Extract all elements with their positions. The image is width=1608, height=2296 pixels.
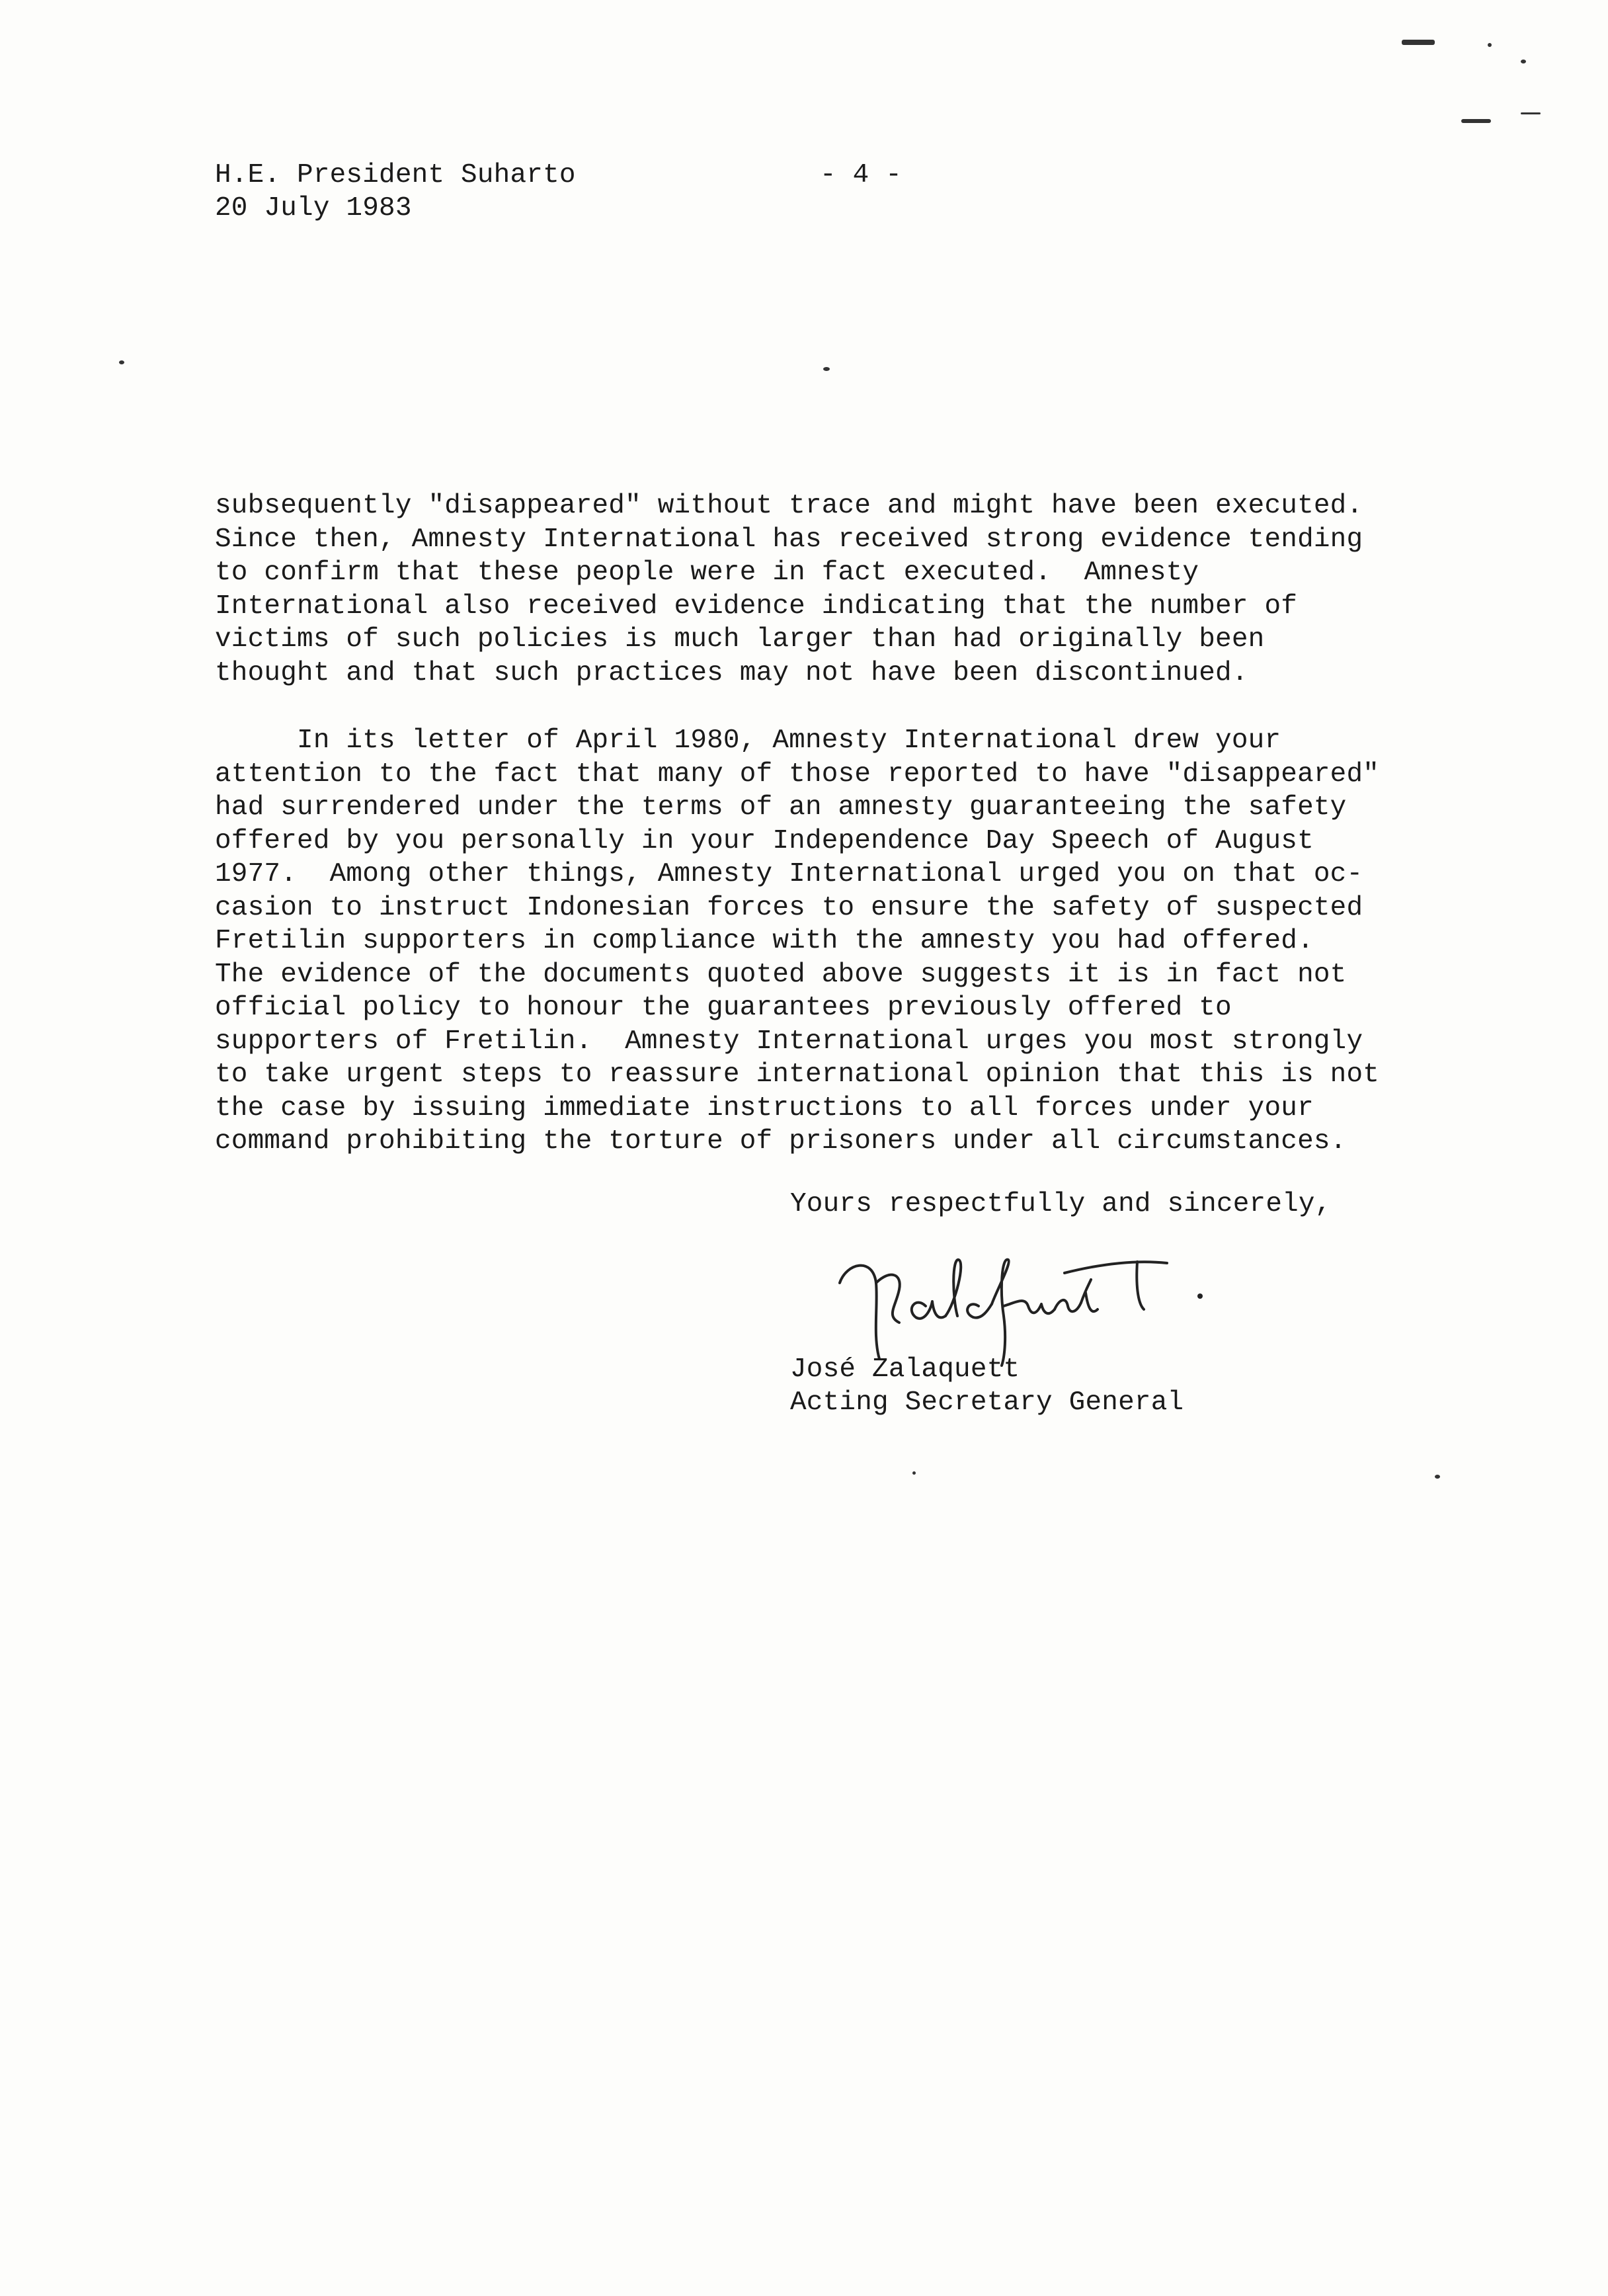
paragraph-line: command prohibiting the torture of prisoners under all circumstances. — [215, 1126, 1347, 1157]
body-paragraph-1 — [215, 489, 1405, 690]
paragraph-line: subsequently "disappeared" without trace and might have been executed. — [215, 491, 1363, 521]
paragraph-line: attention to the fact that many of those reported to have "disappeared" — [215, 758, 1380, 790]
scan-mark — [1521, 60, 1526, 63]
page-number: - 4 - — [820, 160, 903, 190]
handwritten-signature — [826, 1243, 1236, 1369]
scan-mark — [1488, 43, 1492, 47]
scan-mark — [1435, 1475, 1440, 1479]
paragraph-line: supporters of Fretilin. Amnesty International urges you most strongly — [215, 1026, 1363, 1057]
paragraph-line: thought and that such practices may not have been discontinued. — [215, 657, 1248, 688]
scan-mark — [912, 1471, 916, 1475]
scan-mark — [1521, 112, 1541, 114]
scan-mark — [1402, 40, 1435, 45]
signatory-name: José Zalaquett — [790, 1354, 1020, 1385]
scan-mark — [1461, 119, 1491, 123]
paragraph-line: had surrendered under the terms of an amnesty guaranteeing the safety — [215, 792, 1347, 823]
paragraph-line: Since then, Amnesty International has received strong evidence tending — [215, 524, 1363, 555]
paragraph-line: casion to instruct Indonesian forces to ensure the safety of suspected — [215, 892, 1363, 923]
recipient-line: H.E. President Suharto — [215, 160, 576, 190]
paragraph-line: the case by issuing immediate instructions to all forces under your — [215, 1092, 1314, 1124]
paragraph-line: 1977. Among other things, Amnesty International urged you on that oc- — [215, 859, 1363, 889]
paragraph-line: In its letter of April 1980, Amnesty International drew your — [215, 725, 1281, 756]
paragraph-line: to confirm that these people were in fact executed. Amnesty — [215, 557, 1199, 588]
paragraph-line: The evidence of the documents quoted above suggests it is in fact not — [215, 959, 1347, 990]
paragraph-line: victims of such policies is much larger than had originally been — [215, 624, 1265, 655]
letter-date: 20 July 1983 — [215, 193, 412, 224]
signatory-title: Acting Secretary General — [790, 1387, 1184, 1418]
closing-salutation: Yours respectfully and sincerely, — [790, 1189, 1332, 1219]
body-paragraph-2 — [215, 724, 1405, 1159]
paragraph-line: offered by you personally in your Independence Day Speech of August — [215, 825, 1314, 856]
paragraph-line: official policy to honour the guarantees previously offered to — [215, 993, 1232, 1023]
scan-mark — [823, 367, 830, 371]
paragraph-line: International also received evidence indicating that the number of — [215, 591, 1298, 622]
scan-mark — [119, 360, 124, 364]
paragraph-line: to take urgent steps to reassure international opinion that this is not — [215, 1059, 1380, 1090]
paragraph-line: Fretilin supporters in compliance with the amnesty you had offered. — [215, 926, 1314, 956]
